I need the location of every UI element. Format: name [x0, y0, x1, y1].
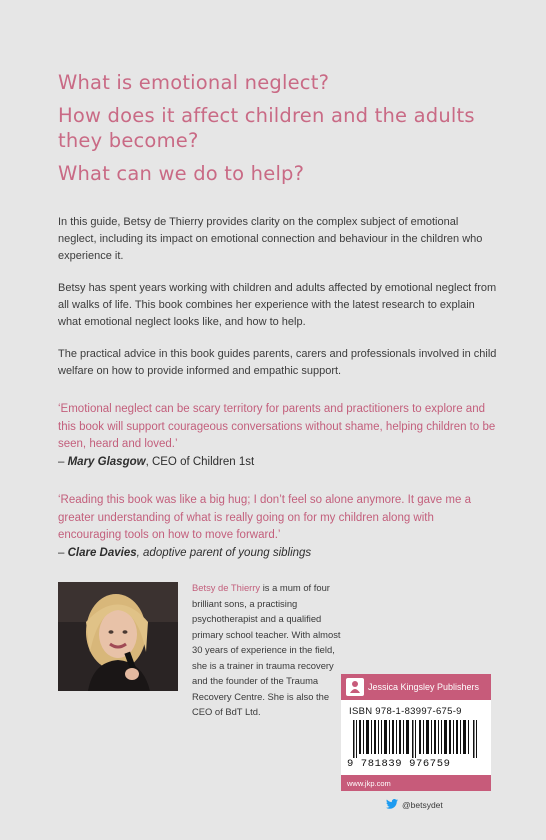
paragraph-2: Betsy has spent years working with children and adults affected by emotional neglect from all walks of life. This book combines her experience with the latest research to explain what emotional neglect looks like, and how to help. [58, 282, 497, 328]
description [58, 214, 498, 395]
paragraph-3: The practical advice in this book guides parents, carers and professionals involved in child welfare on how to provide informed and empathic support. [58, 348, 497, 377]
author-bio [192, 580, 342, 720]
quote-2-text: ‘Reading this book was like a big hug; I don’t feel so alone anymore. It gave me a greater understanding of what is really going on for my children along with encouraging tools on how to move forward.’ [58, 494, 471, 541]
author-name: Betsy de Thierry [192, 582, 261, 593]
questions-block [58, 70, 508, 194]
author-bio-text: is a mum of four brilliant sons, a practising psychotherapist and a qualified primary school teacher. With almost 30 years of experience in the field, she is a trainer in trauma recovery and the founder of the Trauma Recovery Centre. She is also the CEO of BdT Ltd. [192, 582, 341, 717]
quote-2-author: Clare Davies [67, 546, 137, 559]
barcode-digits: 9 781839 976759 [347, 758, 451, 770]
barcode-area [341, 700, 491, 775]
quote-1-text: ‘Emotional neglect can be scary territory for parents and practitioners to explore and this book will support courageous conversations without shame, helping children to be seen, heard and loved.’ [58, 403, 496, 450]
paragraph-1: In this guide, Betsy de Thierry provides clarity on the complex subject of emotional neglect, including its impact on emotional connection and behaviour in the children who experience it. [58, 216, 483, 262]
isbn-label: ISBN 978-1-83997-675-9 [349, 706, 462, 717]
website-link[interactable]: www.jkp.com [341, 775, 491, 791]
quote-2 [58, 492, 498, 562]
author-photo [58, 582, 178, 691]
question-1: What is emotional neglect? [58, 71, 330, 94]
social-handle[interactable] [386, 799, 443, 811]
question-2: How does it affect children and the adults they become? [58, 104, 475, 152]
barcode-icon [353, 720, 479, 758]
social-handle-text: @betsydet [402, 800, 443, 810]
quote-1 [58, 401, 498, 471]
publisher-banner [341, 674, 491, 700]
question-3: What can we do to help? [58, 162, 305, 185]
quote-2-attribution: – Clare Davies, adoptive parent of young siblings [58, 546, 312, 559]
quote-1-attribution: – Mary Glasgow, CEO of Children 1st [58, 455, 255, 468]
quote-2-role: , adoptive parent of young siblings [136, 546, 312, 559]
publisher-name: Jessica Kingsley Publishers [368, 682, 480, 692]
quote-1-role: , CEO of Children 1st [145, 455, 255, 468]
publisher-logo-icon [346, 678, 364, 696]
twitter-icon [386, 799, 398, 811]
quote-1-author: Mary Glasgow [67, 455, 146, 468]
